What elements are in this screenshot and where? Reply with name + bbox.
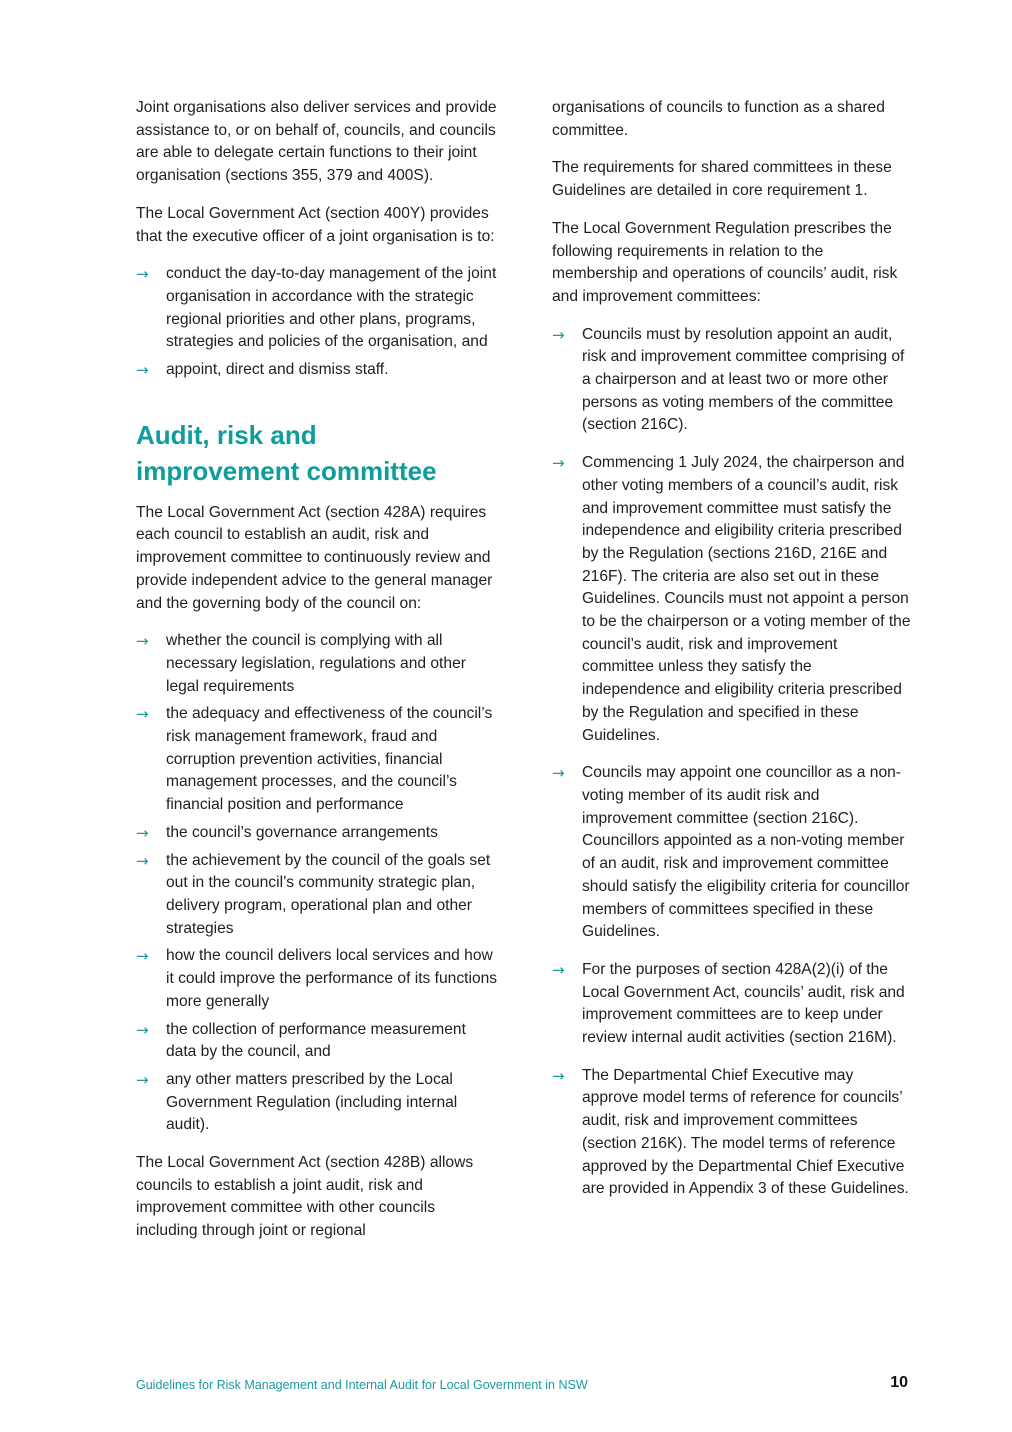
list-item-text: appoint, direct and dismiss staff.: [166, 361, 389, 379]
paragraph-joint-organisations: Joint organisations also deliver services and provide assistance to, or on behalf of, councils, and councils are able to delegate certain functions to their joint organisation (sections 355, 379 and 400S).: [136, 99, 497, 185]
list-item: [136, 945, 498, 1013]
committee-advice-list: [136, 630, 498, 1137]
paragraph-shared-committee: organisations of councils to function as a shared committee.: [552, 99, 885, 139]
left-column: [136, 97, 498, 1258]
paragraph-executive-officer: The Local Government Act (section 400Y) provides that the executive officer of a joint organisation is to:: [136, 204, 495, 245]
list-item: [136, 850, 498, 941]
page-number: 10: [890, 1374, 908, 1391]
right-arrow-icon: →: [552, 960, 565, 979]
right-arrow-icon: →: [136, 1020, 149, 1039]
right-arrow-icon: →: [552, 325, 565, 344]
right-arrow-icon: →: [552, 1066, 565, 1085]
list-item: [136, 822, 498, 845]
paragraph-section-428b: The Local Government Act (section 428B) allows councils to establish a joint audit, risk and improvement committee with other councils including through joint or regional: [136, 1154, 474, 1240]
right-arrow-icon: →: [136, 1070, 149, 1089]
paragraph-shared-requirements: The requirements for shared committees in these Guidelines are detailed in core requirement 1.: [552, 159, 892, 200]
list-item: [136, 359, 498, 382]
right-arrow-icon: →: [136, 823, 149, 842]
list-item-text: the achievement by the council of the goals set out in the council’s community strategic plan, delivery program, operational plan and other strategies: [166, 851, 491, 937]
list-item: [136, 263, 498, 354]
list-item-text: For the purposes of section 428A(2)(i) of the Local Government Act, councils’ audit, risk and improvement committees are to keep under review internal audit activities (section 216M).: [582, 960, 905, 1047]
regulation-requirements-list: [552, 324, 912, 1201]
list-item: [552, 324, 912, 438]
list-item: [552, 762, 912, 944]
list-item: [136, 1069, 498, 1137]
paragraph-regulation: The Local Government Regulation prescribes the following requirements in relation to the membership and operations of councils’ audit, risk and improvement committees:: [552, 219, 898, 305]
list-item: [552, 452, 912, 747]
right-arrow-icon: →: [136, 632, 149, 651]
section-heading: Audit, risk and improvement committee: [136, 419, 437, 486]
right-arrow-icon: →: [136, 705, 149, 724]
executive-officer-duties-list: [136, 263, 498, 382]
list-item-text: The Departmental Chief Executive may approve model terms of reference for councils’ audit, risk and improvement committees (section 216K). The model terms of reference approved by the Departmental Chief Executive are provided in Appendix 3 of these Guidelines.: [582, 1066, 909, 1198]
right-arrow-icon: →: [136, 851, 149, 870]
right-column: [552, 97, 912, 1216]
right-arrow-icon: →: [552, 454, 565, 473]
list-item: [136, 703, 498, 817]
list-item-text: conduct the day-to-day management of the joint organisation in accordance with the strategic regional priorities and other plans, programs, strategies and policies of the organisation, and: [166, 265, 497, 351]
list-item: [552, 1065, 912, 1201]
list-item-text: Councils must by resolution appoint an audit, risk and improvement committee comprising of a chairperson and at least two or more other persons as voting members of the committee (section 216C).: [582, 325, 905, 434]
list-item-text: any other matters prescribed by the Local Government Regulation (including internal audit).: [166, 1070, 458, 1134]
paragraph-section-428a: The Local Government Act (section 428A) requires each council to establish an audit, risk and improvement committee to continuously review and provide independent advice to the general manager and the governing body of the council on:: [136, 503, 493, 612]
list-item-text: how the council delivers local services and how it could improve the performance of its functions more generally: [166, 947, 498, 1010]
list-item-text: the collection of performance measurement data by the council, and: [166, 1020, 466, 1061]
list-item: [552, 959, 912, 1050]
list-item-text: the adequacy and effectiveness of the council’s risk management framework, fraud and corruption prevention activities, financial management processes, and the council’s financial position and performance: [166, 705, 493, 814]
footer-title: Guidelines for Risk Management and Internal Audit for Local Government in NSW: [136, 1378, 588, 1392]
right-arrow-icon: →: [136, 947, 149, 966]
right-arrow-icon: →: [136, 361, 149, 380]
right-arrow-icon: →: [552, 764, 565, 783]
list-item-text: the council’s governance arrangements: [166, 823, 438, 841]
right-arrow-icon: →: [136, 265, 149, 284]
list-item-text: Commencing 1 July 2024, the chairperson and other voting members of a council’s audit, risk and improvement committee must satisfy the independence and eligibility criteria prescribed by the Regulation (sections 216D, 216E and 216F). The criteria are also set out in these Guidelines. Councils must not appoint a person to be the chairperson or a voting member of the council’s audit, risk and improvement committee unless they satisfy the independence and eligibility criteria prescribed by the Regulation and specified in these Guidelines.: [582, 454, 911, 744]
list-item: [136, 630, 498, 698]
list-item-text: whether the council is complying with all necessary legislation, regulations and other legal requirements: [166, 632, 466, 695]
list-item-text: Councils may appoint one councillor as a non-voting member of its audit risk and improvement committee (section 216C). Councillors appointed as a non-voting member of an audit, risk and improvement committee should satisfy the eligibility criteria for councillor members of committees specified in these Guidelines.: [582, 764, 910, 941]
list-item: [136, 1019, 498, 1064]
